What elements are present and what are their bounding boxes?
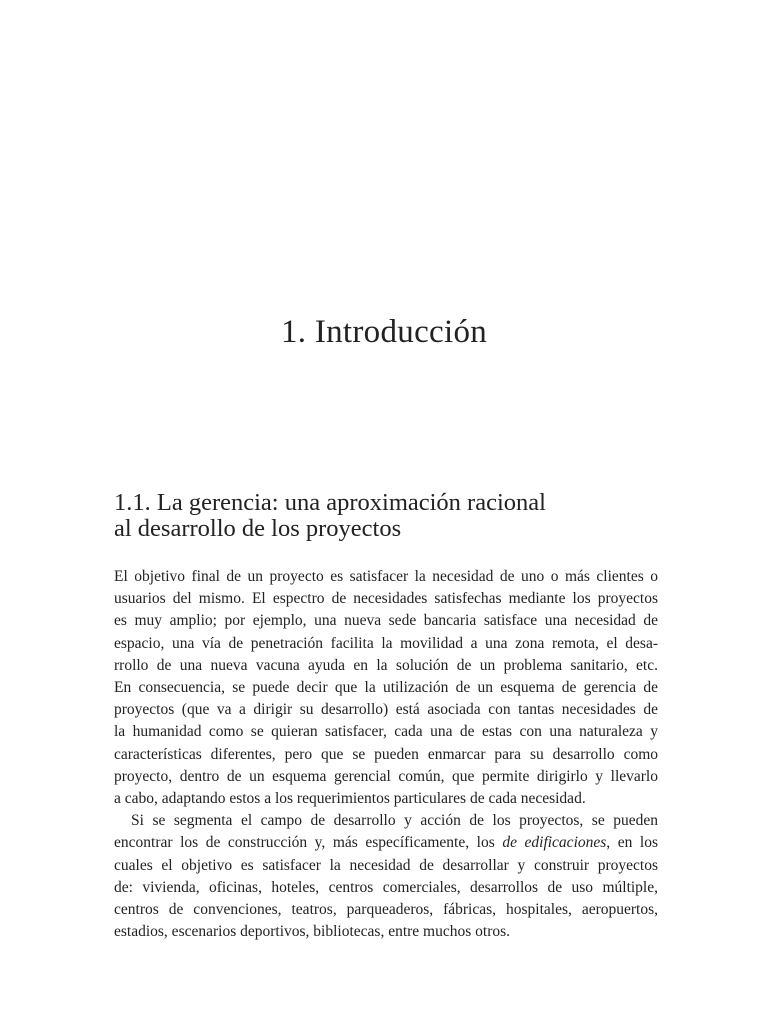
section-title-line-2: al desarrollo de los proyectos bbox=[114, 515, 402, 542]
paragraph-line: espacio, una vía de penetración facilita la movilidad a una zona remota, el desa- bbox=[114, 634, 658, 652]
paragraph-line bbox=[114, 832, 658, 854]
section-title bbox=[114, 490, 674, 542]
paragraph-line: cuales el objetivo es satisfacer la necesidad de desarrollar y construir proyectos bbox=[114, 856, 658, 874]
paragraph-line: rrollo de una nueva vacuna ayuda en la solución de un problema sanitario, etc. bbox=[114, 656, 658, 674]
paragraph-text: , en los bbox=[606, 834, 658, 852]
paragraph-line: a cabo, adaptando estos a los requerimientos particulares de cada necesidad. bbox=[114, 790, 586, 808]
emphasized-text: de edificaciones bbox=[502, 834, 607, 852]
section-title-line-1: 1.1. La gerencia: una aproximación racional bbox=[114, 489, 546, 516]
paragraph-line: es muy amplio; por ejemplo, una nueva sede bancaria satisface una necesidad de bbox=[114, 612, 658, 630]
paragraph-line: En consecuencia, se puede decir que la utilización de un esquema de gerencia de bbox=[114, 679, 658, 697]
paragraph-line: usuarios del mismo. El espectro de necesidades satisfechas mediante los proyectos bbox=[114, 590, 658, 608]
paragraph-line: Si se segmenta el campo de desarrollo y acción de los proyectos, se pueden bbox=[131, 812, 658, 830]
paragraph-line: de: vivienda, oficinas, hoteles, centros comerciales, desarrollos de uso múltiple, bbox=[114, 878, 658, 896]
body-text bbox=[114, 566, 658, 943]
paragraph-line: características diferentes, pero que se pueden enmarcar para su desarrollo como bbox=[114, 745, 658, 763]
paragraph-text: encontrar los de construcción y, más específicamente, los bbox=[114, 834, 495, 852]
paragraph-1 bbox=[114, 566, 658, 810]
paragraph-line: centros de convenciones, teatros, parqueaderos, fábricas, hospitales, aeropuertos, bbox=[114, 901, 658, 919]
paragraph-line: El objetivo final de un proyecto es satisfacer la necesidad de uno o más clientes o bbox=[114, 568, 658, 585]
paragraph-line: proyectos (que va a dirigir su desarrollo) está asociada con tantas necesidades de bbox=[114, 701, 658, 719]
paragraph-line: la humanidad como se quieran satisfacer, cada una de estas con una naturaleza y bbox=[114, 723, 658, 741]
chapter-title: 1. Introducción bbox=[280, 314, 488, 350]
paragraph-line: proyecto, dentro de un esquema gerencial común, que permite dirigirlo y llevarlo bbox=[114, 767, 658, 785]
paragraph-line: estadios, escenarios deportivos, bibliotecas, entre muchos otros. bbox=[114, 923, 511, 941]
paragraph-2 bbox=[114, 810, 658, 943]
